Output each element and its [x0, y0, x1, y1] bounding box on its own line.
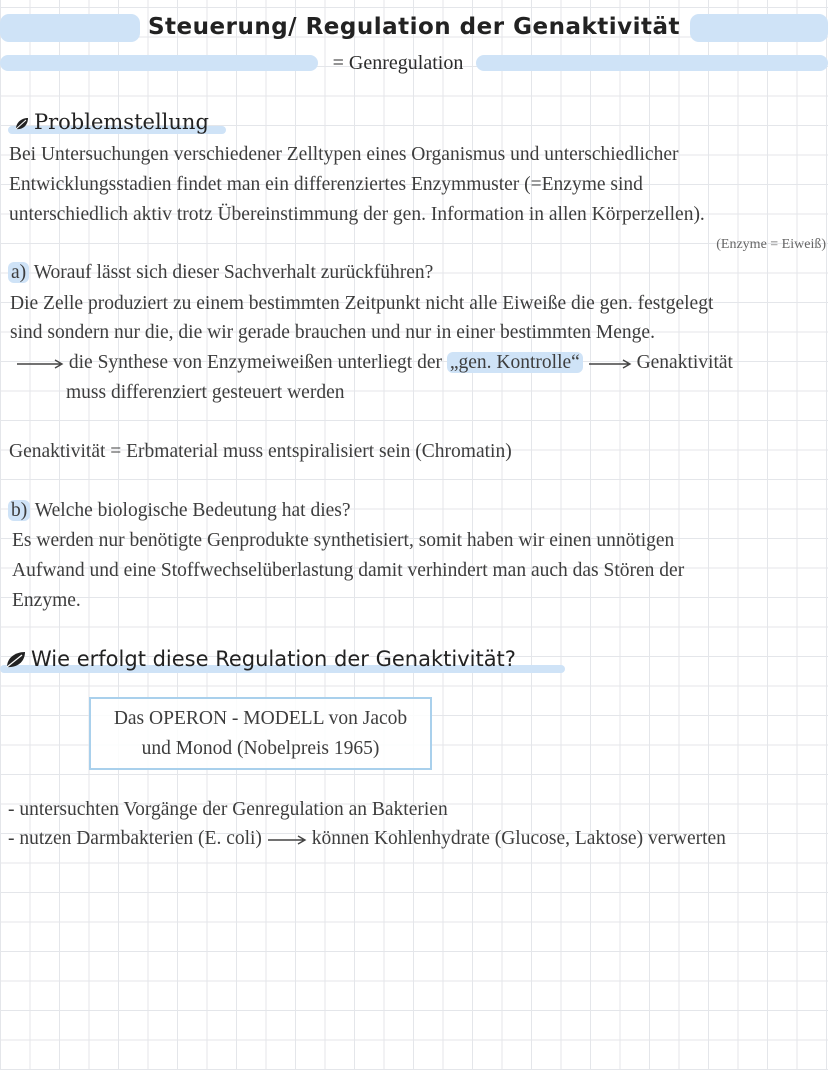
- answer-a-line-1: Die Zelle produziert zu einem bestimmten Zeitpunkt nicht alle Eiweiße die gen. festgelegt: [10, 293, 714, 314]
- leaf-bullet-icon: [14, 117, 30, 131]
- operon-box-line-1: Das OPERON - MODELL von Jacob: [113, 708, 408, 729]
- answer-b-line-3: Enzyme.: [12, 590, 81, 611]
- answer-a-line-2: sind sondern nur die, die wir gerade brauchen und nur in einer bestimmten Menge.: [10, 322, 655, 343]
- page-title: Steuerung/ Regulation der Genaktivität: [147, 14, 681, 40]
- bullet-line-1: - untersuchten Vorgänge der Genregulation an Bakterien: [8, 799, 448, 820]
- genetic-control-highlight: „gen. Kontrolle“: [447, 352, 583, 373]
- arrow-line-1-text: die Synthese von Enzymeiweißen unterliegt der: [68, 352, 442, 373]
- answer-b-line-1: Es werden nur benötigte Genprodukte synthetisiert, somit haben wir einen unnötigen: [12, 530, 675, 551]
- arrow-line-1: [16, 348, 733, 378]
- operon-box-line-2: und Monod (Nobelpreis 1965): [141, 738, 380, 759]
- intro-line-1: Bei Untersuchungen verschiedener Zelltypen eines Organismus und unterschiedlicher: [9, 144, 679, 165]
- question-b-label: b): [8, 500, 30, 521]
- answer-b-line-2: Aufwand und eine Stoffwechselüberlastung damit verhindert man auch das Stören der: [12, 560, 685, 581]
- arrow-line-2: muss differenziert gesteuert werden: [66, 382, 345, 403]
- section-heading-regulation-text: Wie erfolgt diese Regulation der Genaktivität?: [31, 647, 516, 671]
- section-heading-problem-text: Problemstellung: [34, 110, 209, 134]
- intro-line-2: Entwicklungsstadien findet man ein differenziertes Enzymmuster (=Enzyme sind: [9, 174, 643, 195]
- question-a: [8, 258, 433, 288]
- bullet-line-2: [8, 824, 726, 854]
- question-b-text: Welche biologische Bedeutung hat dies?: [34, 500, 351, 521]
- arrow-right-icon: [267, 835, 307, 845]
- arrow-right-icon: [588, 359, 632, 369]
- section-heading-problem: [14, 110, 209, 134]
- leaf-bullet-icon: [5, 651, 27, 669]
- bullet-line-2-before: - nutzen Darmbakterien (E. coli): [8, 828, 262, 849]
- question-a-label: a): [8, 262, 29, 283]
- intro-line-3: unterschiedlich aktiv trotz Übereinstimmung der gen. Information in allen Körperzellen).: [9, 204, 705, 225]
- page-subtitle: = Genregulation: [332, 52, 464, 74]
- arrow-line-1-result: Genaktivität: [636, 352, 733, 373]
- question-b: [8, 496, 351, 526]
- section-heading-regulation: [5, 647, 516, 671]
- arrow-right-icon: [16, 359, 64, 369]
- question-a-text: Worauf lässt sich dieser Sachverhalt zurückführen?: [33, 262, 434, 283]
- operon-model-box: [89, 697, 432, 770]
- note-enzyme: (Enzyme = Eiweiß): [716, 237, 826, 252]
- definition-gene-activity: Genaktivität = Erbmaterial muss entspiralisiert sein (Chromatin): [9, 441, 512, 462]
- bullet-line-2-after: können Kohlenhydrate (Glucose, Laktose) verwerten: [311, 828, 726, 849]
